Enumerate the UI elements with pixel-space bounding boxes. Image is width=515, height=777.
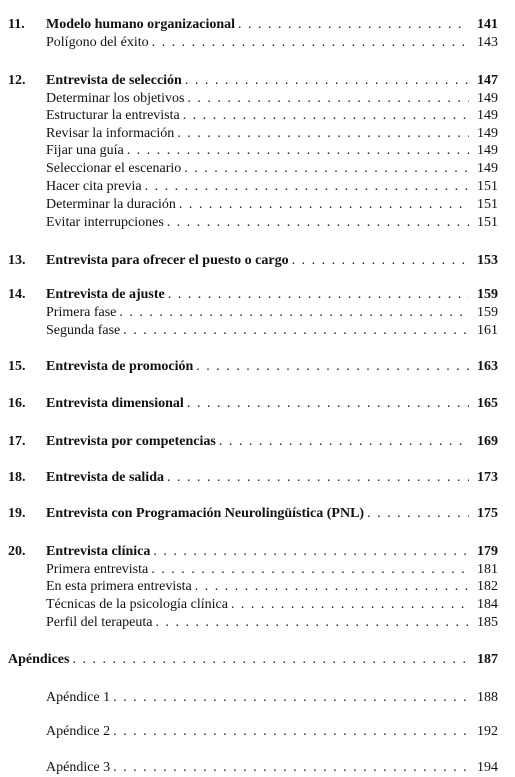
page-number: 149 <box>477 108 498 123</box>
page-number: 184 <box>477 597 498 612</box>
entry-title: Primera entrevista <box>46 562 149 577</box>
page-number: 159 <box>477 305 498 320</box>
toc-entry <box>0 596 515 614</box>
toc-entry <box>0 614 515 632</box>
dot-leader <box>219 433 469 451</box>
page-number: 185 <box>477 615 498 630</box>
toc-entry <box>0 178 515 196</box>
chapter-number: 15. <box>8 359 26 374</box>
dot-leader <box>238 16 469 34</box>
dot-leader <box>152 34 469 52</box>
dot-leader <box>184 160 469 178</box>
entry-title: Perfil del terapeuta <box>46 615 153 630</box>
toc-entry <box>0 505 515 523</box>
page-number: 149 <box>477 143 498 158</box>
entry-title: Entrevista de selección <box>46 73 182 88</box>
page-number: 151 <box>477 215 498 230</box>
chapter-number: 17. <box>8 434 26 449</box>
entry-title: Apéndices <box>8 652 70 667</box>
chapter-number: 19. <box>8 506 26 521</box>
dot-leader <box>292 252 469 270</box>
dot-leader <box>113 689 469 707</box>
toc-entry <box>0 286 515 304</box>
chapter-number: 13. <box>8 253 26 268</box>
toc-entry <box>0 160 515 178</box>
dot-leader <box>113 723 469 741</box>
page-number: 141 <box>477 17 498 32</box>
toc-entry <box>0 125 515 143</box>
toc-entry <box>0 196 515 214</box>
entry-title: Modelo humano organizacional <box>46 17 236 32</box>
page-number: 187 <box>477 652 498 667</box>
entry-title: Entrevista con Programación Neurolingüística (PNL) <box>46 506 365 521</box>
dot-leader <box>195 578 469 596</box>
page-number: 149 <box>477 161 498 176</box>
dot-leader <box>187 395 469 413</box>
entry-title: Entrevista clínica <box>46 544 151 559</box>
page-number: 161 <box>477 323 498 338</box>
page-number: 175 <box>477 506 498 521</box>
dot-leader <box>123 322 469 340</box>
dot-leader <box>179 196 469 214</box>
entry-title: Polígono del éxito <box>46 35 149 50</box>
entry-title: Entrevista de ajuste <box>46 287 165 302</box>
toc-entry <box>0 759 515 777</box>
dot-leader <box>168 286 469 304</box>
page-number: 149 <box>477 91 498 106</box>
entry-title: Apéndice 1 <box>46 690 111 705</box>
dot-leader <box>196 358 469 376</box>
toc-entry <box>0 34 515 52</box>
dot-leader <box>72 651 469 669</box>
toc-entry <box>0 107 515 125</box>
dot-leader <box>177 125 469 143</box>
entry-title: Evitar interrupciones <box>46 215 164 230</box>
entry-title: Estructurar la entrevista <box>46 108 180 123</box>
toc-entry <box>0 561 515 579</box>
toc-entry <box>0 433 515 451</box>
page-number: 188 <box>477 690 498 705</box>
entry-title: Entrevista dimensional <box>46 396 184 411</box>
entry-title: Apéndice 3 <box>46 760 111 775</box>
page-number: 192 <box>477 724 498 739</box>
page-number: 149 <box>477 126 498 141</box>
toc-entry <box>0 304 515 322</box>
toc-entry <box>0 543 515 561</box>
page-number: 169 <box>477 434 498 449</box>
entry-title: Hacer cita previa <box>46 179 142 194</box>
page-number: 179 <box>477 544 498 559</box>
dot-leader <box>145 178 469 196</box>
dot-leader <box>167 214 469 232</box>
toc-entry <box>0 214 515 232</box>
chapter-number: 18. <box>8 470 26 485</box>
toc-entry <box>0 90 515 108</box>
toc-entry <box>0 469 515 487</box>
entry-title: Entrevista de promoción <box>46 359 194 374</box>
page-number: 151 <box>477 197 498 212</box>
chapter-number: 14. <box>8 287 26 302</box>
chapter-number: 12. <box>8 73 26 88</box>
page-number: 143 <box>477 35 498 50</box>
entry-title: Entrevista para ofrecer el puesto o cargo <box>46 253 289 268</box>
entry-title: Determinar la duración <box>46 197 176 212</box>
toc-entry <box>0 689 515 707</box>
page-number: 181 <box>477 562 498 577</box>
page-number: 147 <box>477 73 498 88</box>
entry-title: Primera fase <box>46 305 117 320</box>
chapter-number: 20. <box>8 544 26 559</box>
page-number: 153 <box>477 253 498 268</box>
chapter-number: 16. <box>8 396 26 411</box>
toc-entry <box>0 72 515 90</box>
dot-leader <box>185 72 469 90</box>
page-number: 194 <box>477 760 498 775</box>
toc-entry <box>0 16 515 34</box>
entry-title: Apéndice 2 <box>46 724 111 739</box>
entry-title: Determinar los objetivos <box>46 91 185 106</box>
chapter-number: 11. <box>8 17 25 32</box>
entry-title: En esta primera entrevista <box>46 579 192 594</box>
dot-leader <box>127 142 469 160</box>
page-number: 182 <box>477 579 498 594</box>
page-number: 151 <box>477 179 498 194</box>
page-number: 165 <box>477 396 498 411</box>
page-number: 173 <box>477 470 498 485</box>
dot-leader <box>367 505 469 523</box>
toc-entry <box>0 142 515 160</box>
toc-entry <box>0 358 515 376</box>
toc-entry <box>0 252 515 270</box>
page-number: 159 <box>477 287 498 302</box>
toc-entry <box>0 395 515 413</box>
entry-title: Técnicas de la psicología clínica <box>46 597 228 612</box>
dot-leader <box>151 561 469 579</box>
dot-leader <box>183 107 469 125</box>
entry-title: Seleccionar el escenario <box>46 161 182 176</box>
dot-leader <box>187 90 469 108</box>
dot-leader <box>119 304 469 322</box>
entry-title: Fijar una guía <box>46 143 124 158</box>
entry-title: Entrevista por competencias <box>46 434 216 449</box>
toc-entry <box>0 651 515 669</box>
dot-leader <box>231 596 469 614</box>
toc-entry <box>0 322 515 340</box>
dot-leader <box>167 469 469 487</box>
entry-title: Entrevista de salida <box>46 470 164 485</box>
toc-entry <box>0 578 515 596</box>
page-number: 163 <box>477 359 498 374</box>
entry-title: Segunda fase <box>46 323 121 338</box>
dot-leader <box>153 543 469 561</box>
dot-leader <box>156 614 469 632</box>
entry-title: Revisar la información <box>46 126 175 141</box>
dot-leader <box>113 759 469 777</box>
toc-entry <box>0 723 515 741</box>
